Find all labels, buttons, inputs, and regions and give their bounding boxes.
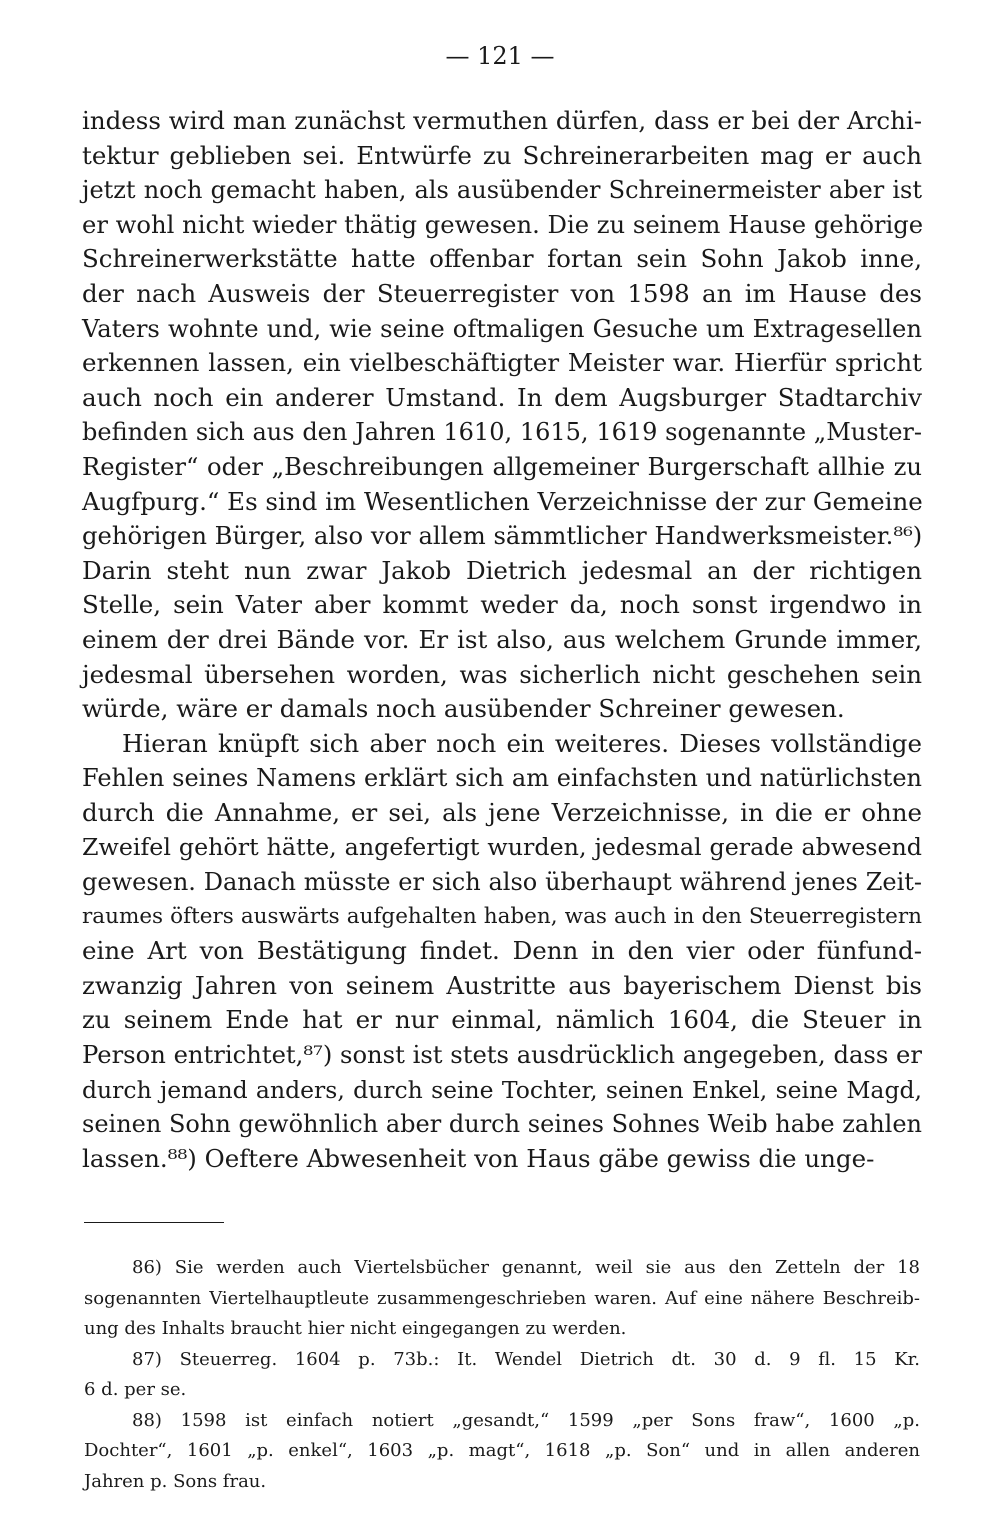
- text-line: tektur geblieben sei. Entwürfe zu Schreinerarbeiten mag er auch: [82, 140, 922, 170]
- text-line: Dochter“, 1601 „p. enkel“, 1603 „p. magt“, 1618 „p. Son“ und in allen anderen: [84, 1440, 920, 1461]
- text-line: durch die Annahme, er sei, als jene Verzeichnisse, in die er ohne: [82, 797, 922, 827]
- text-line: der nach Ausweis der Steuerregister von 1598 an im Hause des: [82, 278, 922, 308]
- text-line: Vaters wohnte und, wie seine oftmaligen Gesuche um Extragesellen: [82, 313, 922, 343]
- text-line: Zweifel gehört hätte, angefertigt wurden, jedesmal gerade abwesend: [82, 833, 922, 862]
- text-line: befinden sich aus den Jahren 1610, 1615, 1619 sogenannte „Muster-: [82, 418, 922, 447]
- text-line: Schreinerwerkstätte hatte offenbar fortan sein Sohn Jakob inne,: [82, 244, 922, 274]
- text-line: zwanzig Jahren von seinem Austritte aus bayerischem Dienst bis: [82, 970, 922, 1000]
- text-line: Fehlen seines Namens erklärt sich am einfachsten und natürlichsten: [82, 764, 922, 793]
- text-line: Jahren p. Sons frau.: [84, 1470, 267, 1492]
- text-line: einem der drei Bände vor. Er ist also, aus welchem Grunde immer,: [82, 624, 922, 654]
- text-line: Darin steht nun zwar Jakob Dietrich jedesmal an der richtigen: [82, 555, 922, 585]
- text-line: zu seinem Ende hat er nur einmal, nämlich 1604, die Steuer in: [82, 1005, 922, 1035]
- text-line: auch noch ein anderer Umstand. In dem Augsburger Stadtarchiv: [82, 382, 922, 412]
- text-line: eine Art von Bestätigung findet. Denn in den vier oder fünfund-: [82, 936, 922, 966]
- footnote-2: [84, 1345, 920, 1406]
- text-line: Stelle, sein Vater aber kommt weder da, noch sonst irgendwo in: [82, 590, 922, 620]
- text-line: sogenannten Viertelhauptleute zusammengeschrieben waren. Auf eine nähere Beschreib-: [84, 1287, 920, 1309]
- text-line: 86) Sie werden auch Viertelsbücher genannt, weil sie aus den Zetteln der 18: [132, 1257, 920, 1278]
- text-line: würde, wäre er damals noch ausübender Schreiner gewesen.: [82, 694, 845, 724]
- paragraph-1: [82, 104, 922, 727]
- text-line: er wohl nicht wieder thätig gewesen. Die zu seinem Hause gehörige: [82, 209, 924, 239]
- text-line: seinen Sohn gewöhnlich aber durch seines Sohnes Weib habe zahlen: [82, 1110, 922, 1139]
- text-line: 87) Steuerreg. 1604 p. 73b.: It. Wendel Dietrich dt. 30 d. 9 fl. 15 Kr.: [132, 1348, 920, 1370]
- text-line: raumes öfters auswärts aufgehalten haben, was auch in den Steuerregistern: [82, 903, 922, 929]
- text-line: Augfpurg.“ Es sind im Wesentlichen Verzeichnisse der zur Gemeine: [82, 486, 923, 516]
- text-line: 6 d. per se.: [84, 1379, 187, 1400]
- footnote-divider: [84, 1222, 224, 1223]
- text-line: gewesen. Danach müsste er sich also überhaupt während jenes Zeit-: [82, 868, 922, 897]
- text-line: lassen.⁸⁸) Oeftere Abwesenheit von Haus gäbe gewiss die unge-: [82, 1143, 875, 1173]
- text-line: Person entrichtet,⁸⁷) sonst ist stets ausdrücklich angegeben, dass er: [82, 1040, 922, 1070]
- text-line: Register“ oder „Beschreibungen allgemeiner Burgerschaft allhie zu: [82, 451, 922, 481]
- page-number: — 121 —: [445, 42, 555, 70]
- text-line: jedesmal übersehen worden, was sicherlich nicht geschehen sein: [82, 659, 922, 689]
- footnote-3: [84, 1406, 920, 1498]
- footnotes: [84, 1253, 920, 1497]
- text-line: erkennen lassen, ein vielbeschäftigter Meister war. Hierfür spricht: [82, 348, 922, 378]
- text-line: 88) 1598 ist einfach notiert „gesandt,“ 1599 „per Sons fraw“, 1600 „p.: [132, 1409, 920, 1431]
- text-line: Hieran knüpft sich aber noch ein weiteres. Dieses vollständige: [122, 728, 922, 758]
- main-text: [82, 104, 922, 1176]
- paragraph-2: [82, 727, 922, 1177]
- text-line: indess wird man zunächst vermuthen dürfen, dass er bei der Archi-: [82, 106, 922, 135]
- text-line: ung des Inhalts braucht hier nicht eingegangen zu werden.: [84, 1318, 627, 1339]
- text-line: jetzt noch gemacht haben, als ausübender Schreinermeister aber ist: [82, 176, 922, 205]
- footnote-1: [84, 1253, 920, 1345]
- text-line: gehörigen Bürger, also vor allem sämmtlicher Handwerksmeister.⁸⁶): [82, 521, 923, 551]
- text-line: durch jemand anders, durch seine Tochter, seinen Enkel, seine Magd,: [82, 1075, 922, 1104]
